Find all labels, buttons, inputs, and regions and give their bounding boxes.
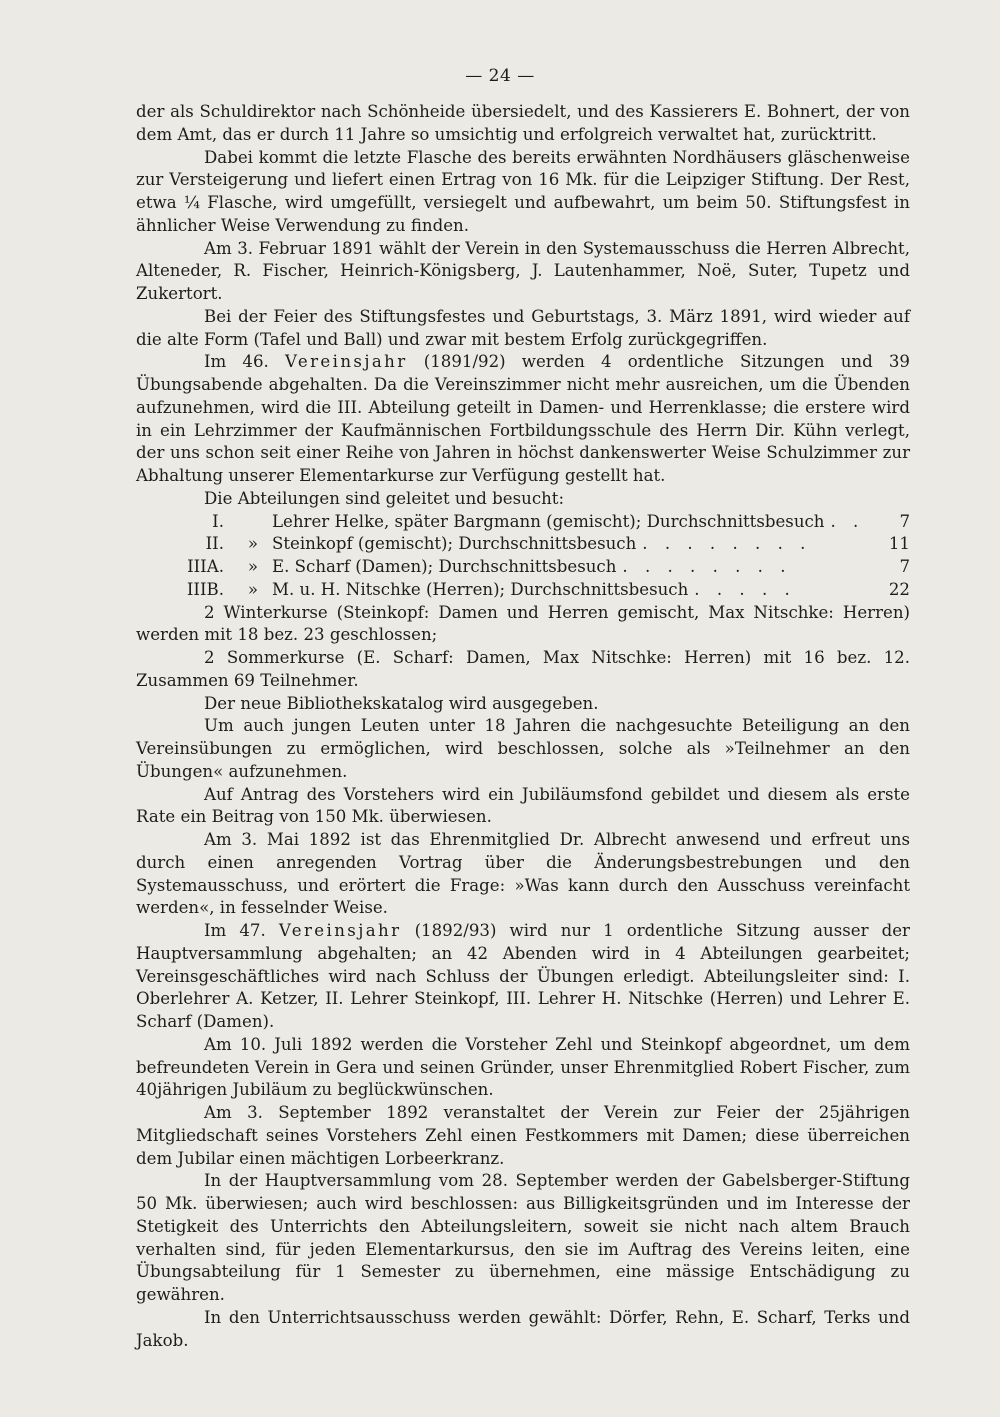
attendance-value: 22 [888, 579, 910, 599]
attendance-value: 7 [899, 557, 910, 576]
list-item [136, 579, 910, 602]
spaced-term: Vereinsjahr [284, 352, 408, 372]
attendance-value: 7 [899, 511, 910, 531]
leader-dots: . . . . . . . . [642, 534, 812, 554]
department-description: Steinkopf (gemischt); Durchschnittsbesuch [272, 534, 637, 554]
department-number: II. [205, 534, 224, 554]
attendance-value: 11 [888, 534, 910, 554]
paragraph: Am 10. Juli 1892 werden die Vorsteher Zehl und Steinkopf abgeordnet, um dem befreundeten Verein in Gera und seinen Gründer, unser Ehrenmitglied Robert Fischer, zum 40jährigen Jubiläum zu beglückwünschen. [136, 1034, 910, 1100]
paragraph: In den Unterrichtsausschuss werden gewählt: Dörfer, Rehn, E. Scharf, Terks und Jakob. [136, 1307, 910, 1350]
spaced-term: Vereinsjahr [278, 921, 402, 940]
paragraph: Bei der Feier des Stiftungsfestes und Geburtstags, 3. März 1891, wird wieder auf die alte Form (Tafel und Ball) und zwar mit bestem Erfolg zurückgegriffen. [136, 306, 910, 349]
department-description: M. u. H. Nitschke (Herren); Durchschnittsbesuch [272, 579, 689, 599]
leader-dots: . . [830, 511, 865, 531]
department-list [136, 511, 910, 602]
ditto-mark: » [247, 579, 259, 599]
page-number: — 24 — [465, 66, 535, 86]
department-description: Lehrer Helke, später Bargmann (gemischt); Durchschnittsbesuch [272, 511, 825, 531]
ditto-mark: » [247, 557, 259, 576]
paragraph-lead: Im 47. [204, 921, 266, 940]
department-number: I. [212, 511, 224, 531]
department-number: IIIB. [186, 579, 224, 599]
list-item [136, 556, 910, 579]
paragraph: 2 Sommerkurse (E. Scharf: Damen, Max Nitschke: Herren) mit 16 bez. 12. Zusammen 69 Teilnehmer. [136, 648, 910, 690]
paragraph: Auf Antrag des Vorstehers wird ein Jubiläumsfond gebildet und diesem als erste Rate ein Beitrag von 150 Mk. überwiesen. [136, 784, 910, 827]
paragraph: In der Hauptversammlung vom 28. September werden der Gabelsberger-Stiftung 50 Mk. überwiesen; auch wird beschlossen: aus Billigkeitsgründen und im Interesse der Stetigkeit des Unterrichts den Abteilungsleitern, soweit sie nicht nach altem Brauch verhalten sind, für jeden Elementarkursus, den sie im Auftrag des Vereins leiten, eine Übungsabteilung für 1 Semester zu übernehmen, eine mässige Entschädigung zu gewähren. [136, 1171, 910, 1304]
paragraph-rest: (1892/93) wird nur 1 ordentliche Sitzung ausser der Hauptversammlung abgehalten; an 42 Abenden wird in 4 Abteilungen gearbeitet; Vereinsgeschäftliches wird nach Schluss der Übungen erledigt. Abteilungsleiter sind: I. Oberlehrer A. Ketzer, II. Lehrer Steinkopf, III. Lehrer H. Nitschke (Herren) und Lehrer E. Scharf (Damen). [136, 921, 910, 1031]
paragraph: Um auch jungen Leuten unter 18 Jahren die nachgesuchte Beteiligung an den Vereinsübungen zu ermöglichen, wird beschlossen, solche als »Teilnehmer an den Übungen« aufzunehmen. [136, 716, 910, 781]
paragraph-rest: (1891/92) werden 4 ordentliche Sitzungen und 39 Übungsabende abgehalten. Da die Vereinszimmer nicht mehr ausreichen, um die Übenden aufzunehmen, wird die III. Abteilung geteilt in Damen- und Herrenklasse; die erstere wird in ein Lehrzimmer der Kaufmännischen Fortbildungsschule des Herrn Dir. Kühn verlegt, der uns schon seit einer Reihe von Jahren in höchst dankenswerter Weise Schulzimmer zur Abhaltung unserer Elementarkurse zur Verfügung gestellt hat. [136, 352, 910, 485]
list-item [136, 511, 910, 534]
leader-dots: . . . . . . . . [622, 557, 792, 576]
department-number: IIIA. [187, 557, 224, 576]
paragraph-year-46 [136, 351, 910, 488]
leader-dots: . . . . . [694, 579, 796, 599]
paragraph: 2 Winterkurse (Steinkopf: Damen und Herren gemischt, Max Nitschke: Herren) werden mit 18 bez. 23 geschlossen; [136, 602, 910, 645]
paragraph: Die Abteilungen sind geleitet und besucht: [204, 488, 565, 508]
list-item [136, 533, 910, 556]
ditto-mark: » [247, 534, 259, 554]
paragraph: der als Schuldirektor nach Schönheide übersiedelt, und des Kassierers E. Bohnert, der von dem Amt, das er durch 11 Jahre so umsichtig und erfolgreich verwaltet hat, zurücktritt. [136, 102, 910, 144]
paragraph: Am 3. Februar 1891 wählt der Verein in den Systemausschuss die Herren Albrecht, Alteneder, R. Fischer, Heinrich-Königsberg, J. Lautenhammer, Noë, Suter, Tupetz und Zukertort. [136, 238, 910, 303]
paragraph-lead: Im 46. [204, 352, 269, 372]
paragraph-year-47 [136, 920, 910, 1034]
paragraph: Am 3. September 1892 veranstaltet der Verein zur Feier der 25jährigen Mitgliedschaft seines Vorstehers Zehl einen Festkommers mit Damen; diese überreichen dem Jubilar einen mächtigen Lorbeerkranz. [136, 1103, 910, 1168]
paragraph: Am 3. Mai 1892 ist das Ehrenmitglied Dr. Albrecht anwesend und erfreut uns durch einen anregenden Vortrag über die Änderungsbestrebungen und den Systemausschuss, und erörtert die Frage: »Was kann durch den Ausschuss vereinfacht werden«, in fesselnder Weise. [136, 830, 910, 918]
paragraph: Der neue Bibliothekskatalog wird ausgegeben. [204, 693, 599, 713]
body-text [136, 101, 910, 1352]
paragraph: Dabei kommt die letzte Flasche des bereits erwähnten Nordhäusers gläschenweise zur Versteigerung und liefert einen Ertrag von 16 Mk. für die Leipziger Stiftung. Der Rest, etwa ¼ Flasche, wird umgefüllt, versiegelt und aufbewahrt, um beim 50. Stiftungsfest in ähnlicher Weise Verwendung zu finden. [136, 147, 910, 235]
department-description: E. Scharf (Damen); Durchschnittsbesuch [272, 557, 617, 576]
